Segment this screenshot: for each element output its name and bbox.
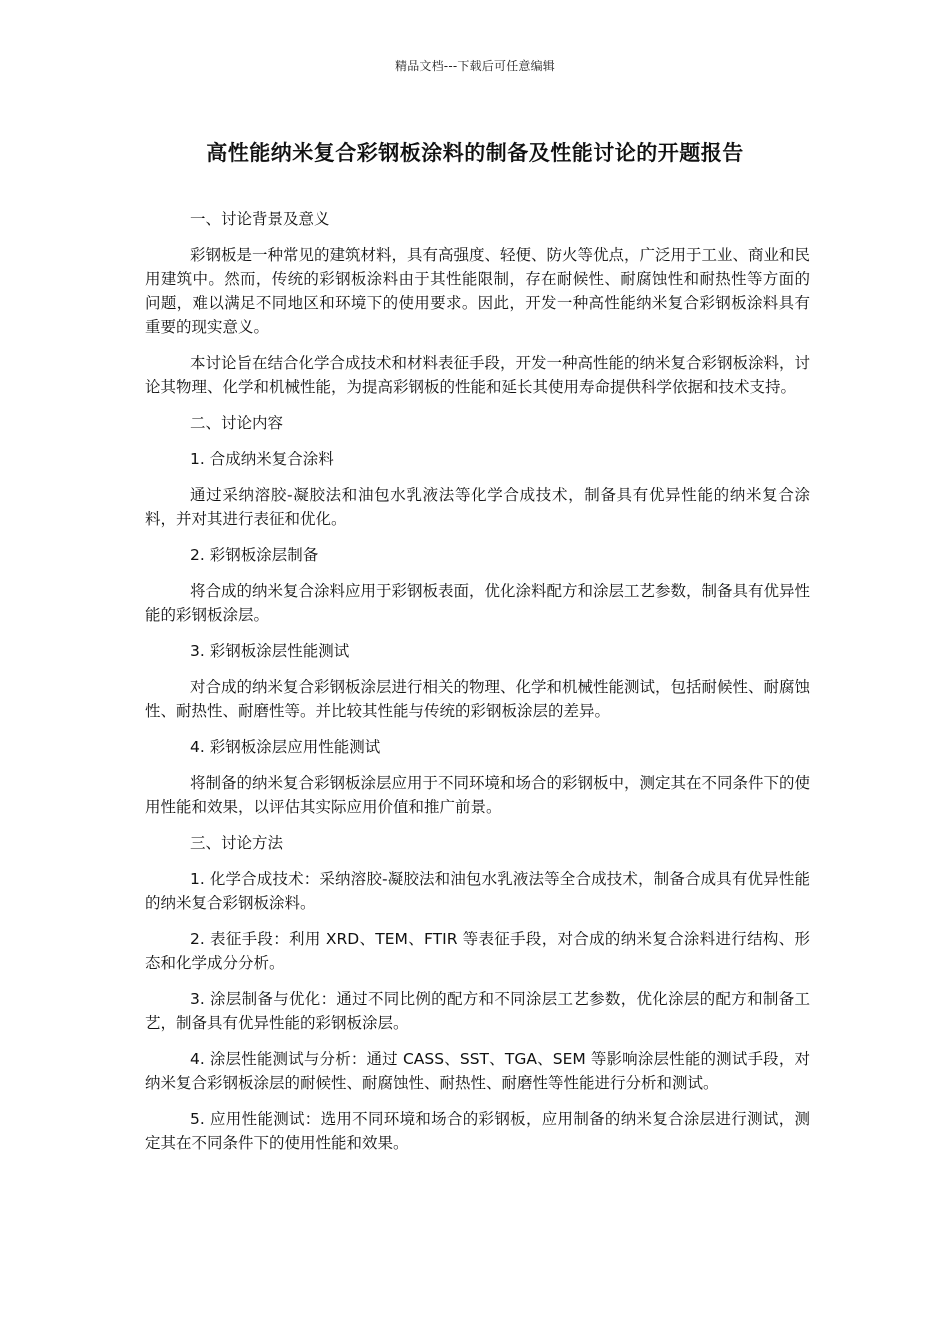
document-title: 高性能纳米复合彩钢板涂料的制备及性能讨论的开题报告 (206, 141, 744, 165)
method-item: 5. 应用性能测试：选用不同环境和场合的彩钢板，应用制备的纳米复合涂层进行测试，测定其在不同条件下的使用性能和效果。 (145, 1110, 810, 1152)
section-heading: 二、讨论内容 (190, 414, 284, 432)
paragraph: 将合成的纳米复合涂料应用于彩钢板表面，优化涂料配方和涂层工艺参数，制备具有优异性能的彩钢板涂层。 (145, 582, 811, 624)
page-header-note: 精品文档---下载后可任意编辑 (395, 59, 555, 73)
subsection-heading: 2. 彩钢板涂层制备 (190, 546, 319, 564)
method-item: 4. 涂层性能测试与分析：通过 CASS、SST、TGA、SEM 等影响涂层性能的测试手段，对纳米复合彩钢板涂层的耐候性、耐腐蚀性、耐热性、耐磨性等性能进行分析和测试。 (145, 1050, 810, 1092)
subsection-heading: 4. 彩钢板涂层应用性能测试 (190, 738, 381, 756)
document-body (145, 207, 810, 1167)
method-item: 3. 涂层制备与优化：通过不同比例的配方和不同涂层工艺参数，优化涂层的配方和制备工艺，制备具有优异性能的彩钢板涂层。 (145, 990, 810, 1032)
paragraph: 将制备的纳米复合彩钢板涂层应用于不同环境和场合的彩钢板中，测定其在不同条件下的使用性能和效果，以评估其实际应用价值和推广前景。 (145, 774, 811, 816)
section-heading: 三、讨论方法 (190, 834, 284, 852)
paragraph: 本讨论旨在结合化学合成技术和材料表征手段，开发一种高性能的纳米复合彩钢板涂料，讨论其物理、化学和机械性能，为提高彩钢板的性能和延长其使用寿命提供科学依据和技术支持。 (145, 354, 811, 396)
paragraph: 对合成的纳米复合彩钢板涂层进行相关的物理、化学和机械性能测试，包括耐候性、耐腐蚀性、耐热性、耐磨性等。并比较其性能与传统的彩钢板涂层的差异。 (145, 678, 811, 720)
section-heading: 一、讨论背景及意义 (190, 210, 330, 228)
method-item: 2. 表征手段：利用 XRD、TEM、FTIR 等表征手段，对合成的纳米复合涂料进行结构、形态和化学成分分析。 (145, 930, 810, 972)
paragraph: 通过采纳溶胶-凝胶法和油包水乳液法等化学合成技术，制备具有优异性能的纳米复合涂料，并对其进行表征和优化。 (145, 486, 810, 528)
subsection-heading: 3. 彩钢板涂层性能测试 (190, 642, 350, 660)
paragraph: 彩钢板是一种常见的建筑材料，具有高强度、轻便、防火等优点，广泛用于工业、商业和民用建筑中。然而，传统的彩钢板涂料由于其性能限制，存在耐候性、耐腐蚀性和耐热性等方面的问题，难以满足不同地区和环境下的使用要求。因此，开发一种高性能纳米复合彩钢板涂料具有重要的现实意义。 (145, 246, 811, 336)
subsection-heading: 1. 合成纳米复合涂料 (190, 450, 334, 468)
method-item: 1. 化学合成技术：采纳溶胶-凝胶法和油包水乳液法等全合成技术，制备合成具有优异性能的纳米复合彩钢板涂料。 (145, 870, 810, 912)
